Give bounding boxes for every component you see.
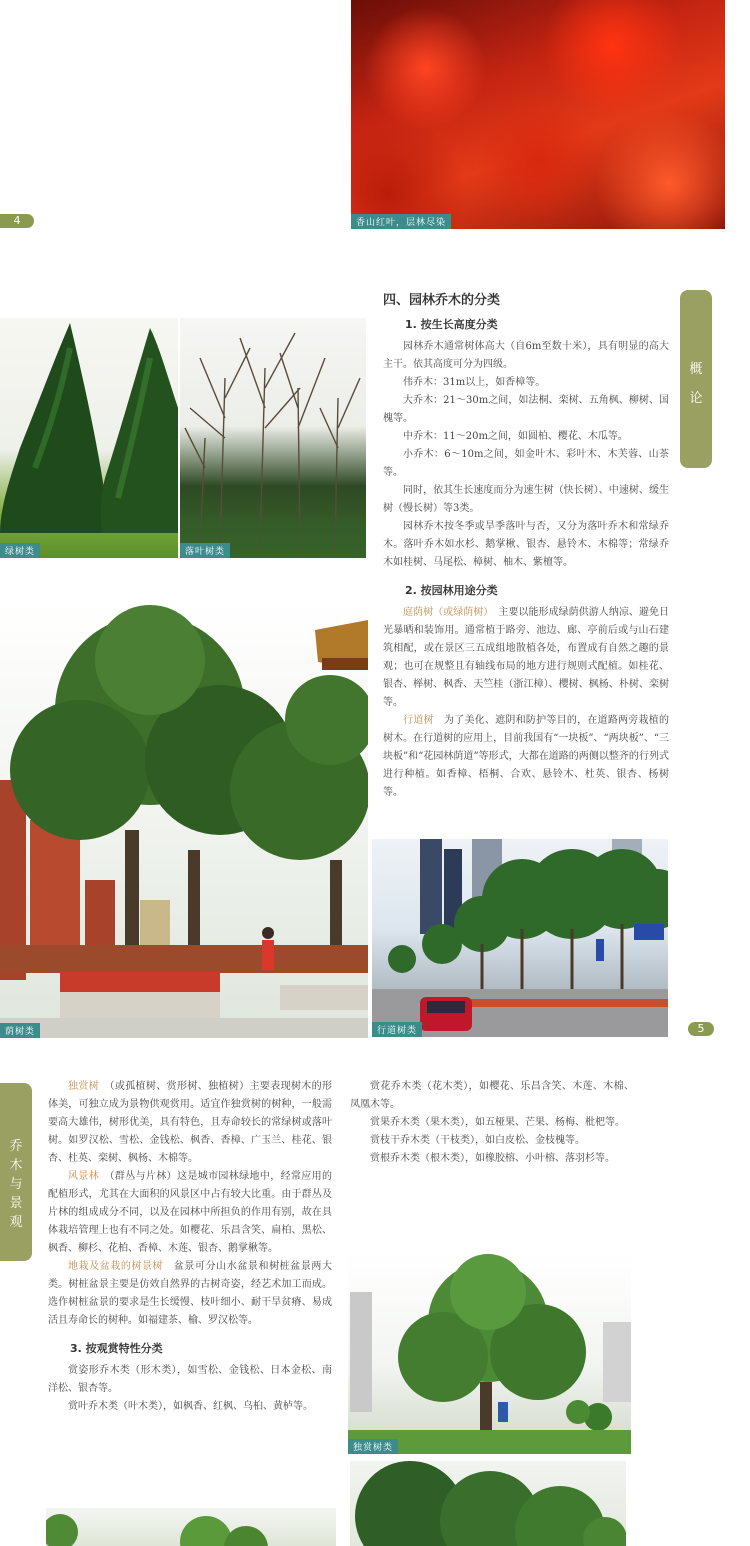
tab-char: 木	[9, 1158, 23, 1173]
subsection-title-ornamental: 3. 按观赏特性分类	[70, 1342, 163, 1355]
paragraph: 赏根乔木类（根木类），如橡胶榕、小叶榕、落羽杉等。	[370, 1153, 615, 1164]
partial-tree-photo	[46, 1508, 336, 1546]
ornamental-text-left	[48, 1078, 332, 1416]
street-tree-caption: 行道树类	[372, 1022, 422, 1037]
shade-tree-photo	[0, 600, 368, 1038]
paragraph: 大乔木：21～30m之间，如法桐、栾树、五角枫、柳树、国槐等。	[383, 395, 669, 424]
section-title: 四、园林乔木的分类	[383, 293, 501, 308]
paragraph-text: 主要以能形成绿荫供游人纳凉、避免日光暴晒和装饰用。通常植于路旁、池边、廊、亭前后或与山石建筑相配，或在景区三五成组地散植各处，布置成有自然之趣的景观；也可在规整且有轴线布局的地方进行规则式配植。如桂花、银杏、榉树、枫香、天竺桂（浙江樟）、樱树、枫杨、朴树、栾树等。	[383, 607, 670, 708]
conifer-illustration	[0, 318, 178, 558]
chapter-tab-overview	[680, 290, 712, 468]
ornamental-text-right	[350, 1078, 634, 1168]
tab-char: 概	[689, 362, 703, 377]
specimen-tree-illustration	[348, 1252, 631, 1454]
tab-char: 论	[689, 391, 703, 406]
deciduous-caption: 落叶树类	[180, 543, 230, 558]
tab-char: 观	[9, 1215, 23, 1230]
tab-char: 与	[9, 1177, 23, 1192]
shade-tree-caption: 荫树类	[0, 1023, 40, 1038]
paragraph: 园林乔木通常树体高大（自6m至数十米），具有明显的高大主干。依其高度可分为四级。	[383, 341, 669, 370]
tab-char: 乔	[9, 1139, 23, 1154]
page-number-4: 4	[0, 214, 34, 228]
term-shade-tree: 庭荫树（或绿荫树）	[403, 607, 489, 618]
term-bonsai: 地栽及盆栽的树景树	[68, 1261, 164, 1272]
chapter-tab-trees-landscape	[0, 1083, 32, 1261]
term-specimen-tree: 独赏树	[68, 1081, 100, 1092]
paragraph	[48, 1258, 332, 1330]
evergreen-tree-photo	[0, 318, 178, 558]
paragraph-text: （群丛与片林）这是城市园林绿地中，经常应用的配植形式，尤其在大面积的风景区中占有较大比重。由于群丛及片林的组成成分不同，以及在园林中所担负的作用有别，故在具体栽培管理上也有不同之处。如樱花、乐昌含笑、扁柏、黑松、枫香、柳杉、花柏、香樟、木莲、银杏、鹅掌楸等。	[48, 1171, 333, 1254]
paragraph-text: 盆景可分山水盆景和树桩盆景两大类。树桩盆景主要是仿效自然界的古树奇姿，经艺术加工而成。选作树桩盆景的要求是生长缓慢、枝叶细小、耐干旱贫瘠、易成活且寿命长的树种。如福建茶、榆、罗汉松等。	[48, 1261, 333, 1326]
tab-char: 景	[9, 1196, 23, 1211]
paragraph	[383, 604, 669, 712]
subsection-title-usage: 2. 按园林用途分类	[405, 584, 498, 597]
paragraph: 赏果乔木类（果木类），如五桠果、芒果、杨梅、枇杷等。	[370, 1117, 625, 1128]
paragraph: 同时，依其生长速度而分为速生树（快长树）、中速树、缓生树（慢长树）等3类。	[383, 485, 669, 514]
paragraph: 赏叶乔木类（叶木类），如枫香、红枫、乌桕、黄栌等。	[68, 1401, 313, 1412]
specimen-tree-caption: 独赏树类	[348, 1439, 398, 1454]
partial-canopy-illustration	[46, 1508, 336, 1546]
term-street-tree: 行道树	[403, 715, 434, 726]
partial-canopy-photo	[350, 1461, 626, 1546]
bare-branches-illustration	[180, 318, 366, 558]
photo-caption: 香山红叶，层林尽染	[351, 214, 451, 229]
paragraph	[48, 1078, 332, 1168]
paragraph: 赏花乔木类（花木类），如樱花、乐昌含笑、木莲、木棉、凤凰木等。	[350, 1081, 634, 1110]
paragraph: 园林乔木按冬季或旱季落叶与否，又分为落叶乔木和常绿乔木。落叶乔木如水杉、鹅掌楸、银杏、悬铃木、木棉等；常绿乔木如桂树、马尾松、樟树、柚木、紫檀等。	[383, 521, 669, 568]
classification-text	[383, 289, 669, 802]
paragraph: 赏姿形乔木类（形木类），如雪松、金钱松、日本金松、南洋松、银杏等。	[48, 1365, 332, 1394]
paragraph	[383, 712, 669, 802]
paragraph-text: 为了美化、遮阴和防护等目的，在道路两旁栽植的树木。在行道树的应用上，目前我国有“一块板”、“两块板”、“三块板”和“花园林荫道”等形式，大都在道路的两侧以整齐的行列式进行种植。如香樟、梧桐、合欢、悬铃木、杜英、银杏、杨树等。	[383, 715, 670, 798]
paragraph: 小乔木：6～10m之间，如金叶木、彩叶木、木芙蓉、山茶等。	[383, 449, 669, 478]
deciduous-tree-photo	[180, 318, 366, 558]
shade-tree-illustration	[0, 600, 368, 1038]
page-number-5: 5	[688, 1022, 714, 1036]
paragraph: 伟乔木：31m以上，如香樟等。	[403, 377, 546, 388]
street-tree-illustration	[372, 839, 668, 1037]
paragraph-text: （或孤植树、赏形树、独植树）主要表现树木的形体美，可独立成为景物供观赏用。适宜作独赏树的树种，一般需要高大雄伟，树形优美，具有特色，且寿命较长的常绿树或落叶树。如罗汉松、雪松、金钱松、枫香、香樟、广玉兰、桂花、银杏、杜英、栾树、枫杨、木棉等。	[48, 1081, 333, 1164]
term-scenic-forest: 风景林	[68, 1171, 100, 1182]
red-leaves-photo	[351, 0, 725, 229]
canopy-illustration	[350, 1461, 626, 1546]
evergreen-caption: 绿树类	[0, 543, 40, 558]
paragraph: 赏枝干乔木类（干枝类），如白皮松、金枝槐等。	[370, 1135, 585, 1146]
subsection-title-height: 1. 按生长高度分类	[405, 318, 498, 331]
paragraph	[48, 1168, 332, 1258]
paragraph: 中乔木：11～20m之间，如圆柏、樱花、木瓜等。	[403, 431, 628, 442]
street-tree-photo	[372, 839, 668, 1037]
specimen-tree-photo	[348, 1252, 631, 1454]
